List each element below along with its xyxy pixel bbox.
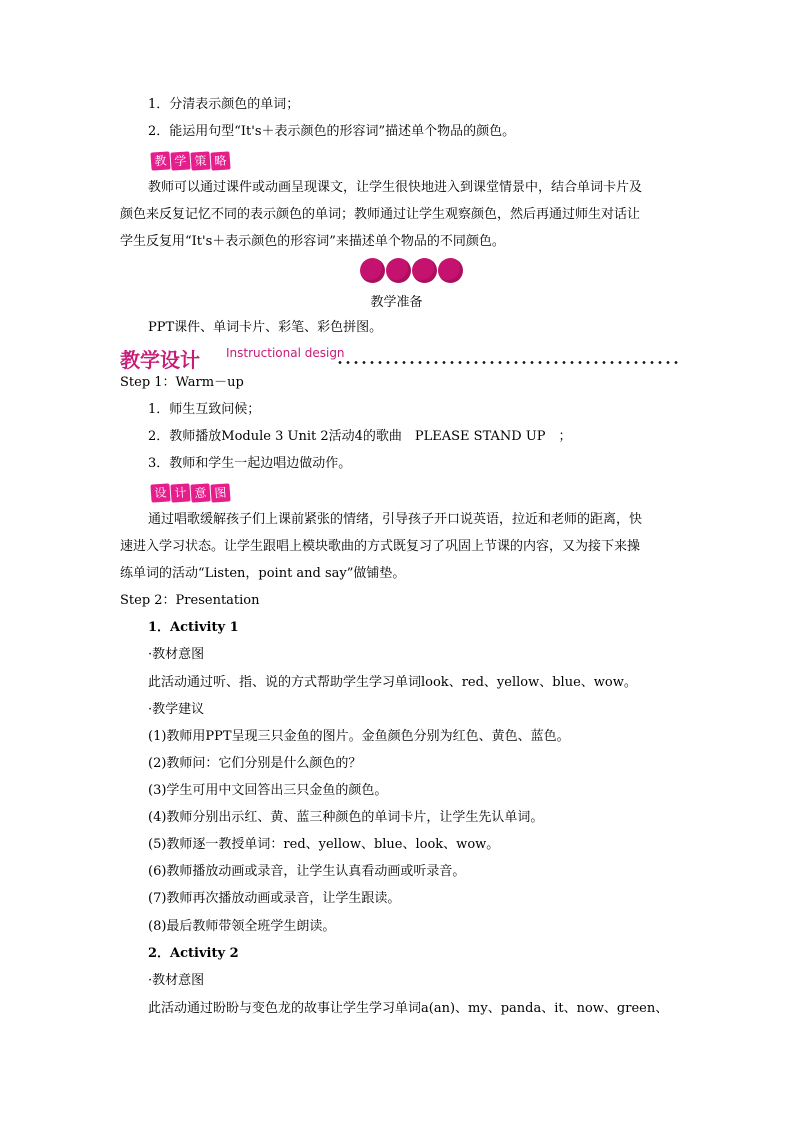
section-subtitle: Instructional design xyxy=(226,346,345,360)
dotted-divider xyxy=(336,361,682,364)
section-title: 教学设计 xyxy=(120,348,200,372)
circle-icon xyxy=(412,258,437,283)
intent-text-3: 练单词的活动“Listen，point and say”做铺垫。 xyxy=(120,566,406,581)
step1-item: 3．教师和学生一起边唱边做动作。 xyxy=(148,456,352,471)
step2-heading: Step 2：Presentation xyxy=(120,593,260,608)
prep-text: PPT课件、单词卡片、彩笔、彩色拼图。 xyxy=(148,320,383,335)
a1-material-text: 此活动通过听、指、说的方式帮助学生学习单词look、red、yellow、blue、wow。 xyxy=(148,675,637,690)
strategy-text-1: 教师可以通过课件或动画呈现课文，让学生很快地进入到课堂情景中，结合单词卡片及 xyxy=(148,180,643,195)
intent-text-1: 通过唱歌缓解孩子们上课前紧张的情绪，引导孩子开口说英语，拉近和老师的距离，快 xyxy=(148,512,643,527)
step1-item: 2．教师播放Module 3 Unit 2活动4的歌曲 PLEASE STAND UP ； xyxy=(148,429,572,444)
strategy-text-3: 学生反复用“It's＋表示颜色的形容词”来描述单个物品的不同颜色。 xyxy=(120,234,505,249)
intent-tag xyxy=(151,484,230,502)
a1-suggestion: (1)教师用PPT呈现三只金鱼的图片。金鱼颜色分别为红色、黄色、蓝色。 xyxy=(148,729,570,744)
step1-item: 1．师生互致问候； xyxy=(148,402,261,417)
intent-tag-char: 设 xyxy=(150,483,170,502)
a1-suggestion: (5)教师逐一教授单词：red、yellow、blue、look、wow。 xyxy=(148,837,500,852)
intent-tag-char: 计 xyxy=(170,483,190,502)
intent-text-2: 速进入学习状态。让学生跟唱上模块歌曲的方式既复习了巩固上节课的内容，又为接下来操 xyxy=(120,539,641,554)
a1-material-label: ·教材意图 xyxy=(148,647,205,662)
activity2-heading: 2．Activity 2 xyxy=(148,946,239,961)
a1-suggestion: (2)教师问：它们分别是什么颜色的？ xyxy=(148,756,362,771)
a1-suggest-label: ·教学建议 xyxy=(148,702,205,717)
a1-suggestion: (3)学生可用中文回答出三只金鱼的颜色。 xyxy=(148,783,388,798)
intent-tag-char: 图 xyxy=(210,483,230,502)
step1-heading: Step 1：Warm－up xyxy=(120,375,244,390)
a1-suggestion: (8)最后教师带领全班学生朗读。 xyxy=(148,919,336,934)
decorative-circles xyxy=(360,258,463,283)
a1-suggestion: (4)教师分别出示红、黄、蓝三种颜色的单词卡片，让学生先认单词。 xyxy=(148,810,544,825)
strategy-tag-char: 教 xyxy=(150,151,170,170)
a1-suggestion: (6)教师播放动画或录音，让学生认真看动画或听录音。 xyxy=(148,864,466,879)
a2-material-text: 此活动通过盼盼与变色龙的故事让学生学习单词a(an)、my、panda、it、now、green、 xyxy=(148,1001,669,1016)
circle-icon xyxy=(360,258,385,283)
strategy-text-2: 颜色来反复记忆不同的表示颜色的单词；教师通过让学生观察颜色，然后再通过师生对话让 xyxy=(120,207,641,222)
prep-label: 教学准备 xyxy=(370,295,423,310)
strategy-tag xyxy=(151,152,230,170)
circle-icon xyxy=(438,258,463,283)
strategy-tag-char: 略 xyxy=(210,151,230,170)
objective-1: 1．分清表示颜色的单词； xyxy=(148,97,300,112)
intent-tag-char: 意 xyxy=(190,483,210,502)
activity1-heading: 1．Activity 1 xyxy=(148,620,239,635)
a1-suggestion: (7)教师再次播放动画或录音，让学生跟读。 xyxy=(148,891,401,906)
strategy-tag-char: 学 xyxy=(170,151,190,170)
strategy-tag-char: 策 xyxy=(190,151,210,170)
objective-2: 2．能运用句型“It's＋表示颜色的形容词”描述单个物品的颜色。 xyxy=(148,124,516,139)
circle-icon xyxy=(386,258,411,283)
a2-material-label: ·教材意图 xyxy=(148,973,205,988)
